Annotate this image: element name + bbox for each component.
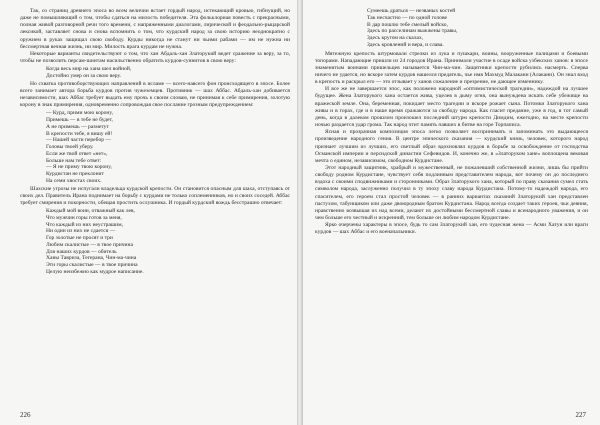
verse-line: — Нашей части перебор — — [46, 137, 111, 144]
left-verse-b — [46, 110, 290, 184]
verse-line: — Курд, прими мою корону, — [46, 110, 113, 117]
verse-line: Головы твоей уберу. — [46, 144, 94, 151]
verse-line: На семи хвостах своих. — [46, 177, 102, 184]
verse-line: Здесь кругом на скалах, — [367, 35, 424, 41]
page-number-left: 226 — [20, 411, 31, 419]
right-text-column — [315, 8, 588, 237]
verse-line: Что каждый из них неустрашим, — [46, 221, 123, 228]
verse-line: Гор золотые не просят и три — [46, 235, 113, 242]
right-paragraph: И все же не завершается эпос, как положено народной «оптимистической трагедии», надеждой на лучшее будущее. Жена Златорукого хана остается жива, уцелев в дыму огня, она вынуждена искать себе убежище на вражеской земле. Она, беременная, покидает место трагедии и вскоре рожает сына. Потомки Златорукого хана живы и в горах, где и в наше время сражаются за свободу народа. Как гласит предание, уже в год, в тот самый день, когда в далеком прошлом произошел последний штурм крепости Димдим, ежегодно, на месте крепости ночью раздается удар грома. Так народ чтит память павших в битве на горе Торпаписа. — [315, 86, 588, 129]
left-verse-a — [46, 66, 290, 80]
verse-line: Примешь — в тебе не будет, — [46, 117, 113, 124]
left-paragraph: Но схватка противоборствующих направлений в исламе — всего-навсего фон происходящего в эпосе. Болee всего занимает автора борьба курдов против чужеземцев. Противник — шах Аббас. Абдаль-хан добивается независимости, шах Аббас требует выдать ему прочь к своим словам, не принимая к себе примирения, золотую корону в знак примирения, одновременно сопровождая свое послание грозным предупреждением: — [20, 80, 290, 109]
verse-line: В крепости тебе, я вишу ей! — [46, 130, 113, 137]
right-page — [303, 0, 600, 425]
verse-line: Курдистан не преклонит — [46, 171, 104, 178]
verse-line: Ханы Тавриза, Тегерана, Чин-ма-чина — [46, 255, 137, 262]
verse-line: — Я не приму твою корону, — [46, 164, 112, 171]
left-paragraph: Так, со страниц древнего эпоса во всем величии встает гордый народ, истекающий кровью, гибнущий, но даже не помышляющий о том, чтобы сдаться на милость победителя. Эта фольклорная повесть с прекрасными, полная живой разговорной речи того времени, с напряженными диалогами, лирической и феодально-рыцарской лексикой, заставляет снова и снова вспомнить о том, что курдский народ за свою историю неоднократно с оружием в руках защищал свою свободу. Курды никогда не станут ни чьими рабами — им не нужна ни бессмертная вечная жизнь, ни мир. Милость врага курдам не нужна. — [20, 8, 290, 50]
verse-line: Сумеешь драться — незваных костей — [367, 8, 456, 14]
verse-line: А не примешь — разметут — [46, 123, 109, 130]
verse-line: Если же твой ответ «нет», — [46, 150, 108, 157]
verse-line: Ни один из них не сдается — — [46, 228, 116, 235]
verse-line: Для наших курдов — обитель — [46, 248, 117, 255]
verse-line: Любим скалистые — в твое причина — [46, 241, 133, 248]
verse-line: Здесь кровлений и вера, и слава. — [367, 41, 444, 48]
right-paragraph: Этот народный защитник, храбрый и мужественный, не пожалевший собственной жизни, лишь бы прийти свободу родном Курдистане, чувствует себя подлинным представителем народа, вот почему он до последнего вздоха с своими сподвижниками и сторонниками. Образ Златорукого хана, который по праву сказания сумел стать символом народа, заслуженно получил в ту эпоху славу народа Курдистана. Потому-то надеждой народа, его спасителем, его героем стал простой человек — в ранних вариантах сказаний Златорукий хан представлен пастухом, табунщиком или даже двоюродным братом Курдистана. Народ всегда создает таких героев, чьи деяния, нравственно возвышая их над всеми, делают их достойными бессмертной славы и всенародного уважения, и он чем больше его честный и искренний, тем больше он любим народом Курдистане. — [315, 165, 588, 222]
verse-line: Больше нам тебе ответ: — [46, 157, 102, 164]
verse-line: Когда весь мир на хана шел войной, — [46, 66, 132, 73]
left-verse-c — [46, 208, 290, 276]
verse-line: Каждый мой воин, отважный как лев, — [46, 208, 135, 215]
verse-line: Достойно умер он за свою веру. — [46, 73, 122, 79]
verse-line: В дар пошлю тебе смелый войско, — [367, 21, 448, 28]
right-paragraph-last: Ярко очерчены характеры в эпосе, будь то сам Златорукий хан, его чудесная жена — Асми Хатун или враги курдов — шах Аббас и его военачальники. — [315, 222, 588, 236]
verse-line: Эти горы скалистые — в твое причина — [46, 262, 138, 269]
verse-line: Здесь по расселинам выжжены травы, — [367, 28, 458, 35]
page-number-right: 227 — [575, 411, 586, 419]
left-text-column — [20, 8, 290, 277]
right-paragraph: Мятежную крепость штурмовали стрелки из лука и пушкари, воины, вооруженные палицами и боевыми топорами. Нападающие пришли из 24 городов Ирана. Принимали участие в осаде войска узбекских ханов: в эпосе знаменитым воинами пришельцев называется Чин-ма-чин. Защитники крепости рубились насмерть. Сперва ничего не удается, но вскоре затем курдов нашелся предатель, чье имя Махмуд Малакани (Алакани). Он знал вход в крепость и раскрыл его — это отзывает у ханов сожаление и презрение, не дающее изменнику. — [315, 50, 588, 86]
verse-line: Так несчастно — по одной голове — [367, 14, 448, 21]
verse-line: Что мужчин горы готов за меня, — [46, 214, 122, 221]
left-paragraph: Шахские угрозы не испугали владельца курдской крепости. Он становится опасным для шаха, отступаясь от своих дел. Правитель Ирана поднимает на борьбу с курдами не только соплеменников, но и своих соседей. Аббас требует смирения и покорности, обещая простить ослушника. И гордый курдский вождь бесстрашно отвечает: — [20, 185, 290, 206]
verse-line: Целую неизбежно как мудрое написание. — [46, 268, 144, 275]
left-page — [0, 0, 297, 425]
right-verse-top — [367, 8, 588, 49]
right-paragraph: Ясная и прозрачная композиция эпоса легко позволяет воспринимать и запоминать это выдающееся произведение народного гения. В центре эпического сказания — курдский князь, человек, которого народ признает лучшим из лучших, его светлый образ вдохновлял курдов в борьбе за освобождение от господства Османской империи и персидской династии Сефевидов. И, конечно же, в «Златоруком хане» воплощена вековая мечта о едином, независимом, свободном Курдистане. — [315, 129, 588, 164]
left-paragraph: Некоторые варианты свидетельствуют о том, что хан Абдаль-хан Златорукий ведет сражение за веру, за то, чтобы не позволить персам-шиитам насильственно обратить курдов-суннитов в свою веру: — [20, 50, 290, 65]
